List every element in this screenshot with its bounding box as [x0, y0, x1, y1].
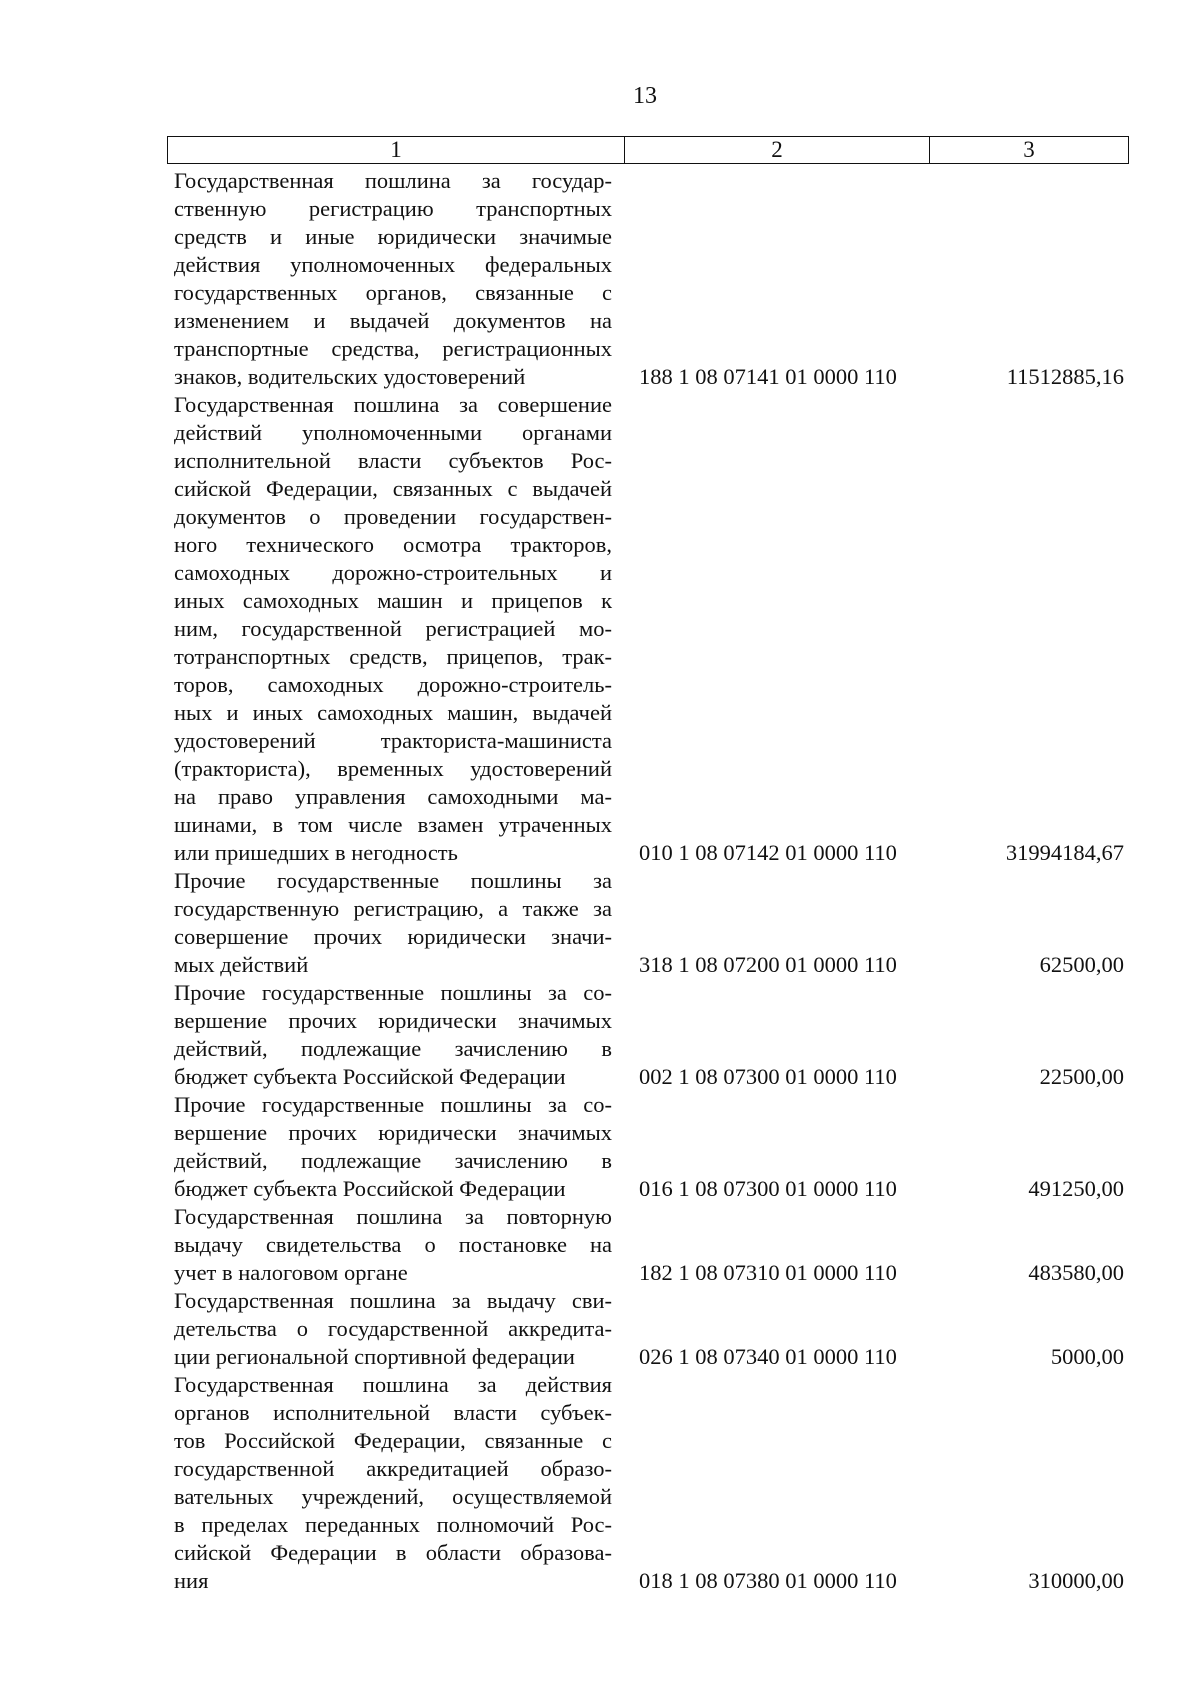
description-line: ственную регистрацию транспортных [174, 196, 612, 221]
description-line: самоходных дорожно-строительных и [174, 560, 612, 585]
row-code: 016 1 08 07300 01 0000 110 [639, 1176, 897, 1201]
row-amount: 483580,00 [1028, 1260, 1124, 1285]
description-line: действий уполномоченными органами [174, 420, 612, 445]
description-line: тов Российской Федерации, связанные с [174, 1428, 612, 1453]
description-line: торов, самоходных дорожно-строитель- [174, 672, 612, 697]
row-amount: 22500,00 [1039, 1064, 1124, 1089]
description-line: или пришедших в негодность [174, 840, 458, 865]
row-description [174, 1203, 612, 1287]
row-code: 002 1 08 07300 01 0000 110 [639, 1064, 897, 1089]
row-code: 188 1 08 07141 01 0000 110 [639, 364, 897, 389]
description-line: (тракториста), временных удостоверений [174, 756, 612, 781]
description-line: иных самоходных машин и прицепов к [174, 588, 612, 613]
description-line: исполнительной власти субъектов Рос- [174, 448, 612, 473]
description-line: бюджет субъекта Российской Федерации [174, 1176, 566, 1201]
description-line: Государственная пошлина за действия [174, 1372, 612, 1397]
description-line: государственную регистрацию, а также за [174, 896, 612, 921]
description-line: учет в налоговом органе [174, 1260, 408, 1285]
description-line: знаков, водительских удостоверений [174, 364, 526, 389]
description-line: действий, подлежащие зачислению в [174, 1036, 612, 1061]
row-amount: 31994184,67 [1005, 840, 1124, 865]
description-line: средств и иные юридически значимые [174, 224, 612, 249]
table-row [174, 167, 1134, 391]
description-line: Прочие государственные пошлины за со- [174, 980, 612, 1005]
row-code: 018 1 08 07380 01 0000 110 [639, 1568, 897, 1593]
description-line: тотранспортных средств, прицепов, трак- [174, 644, 612, 669]
description-line: ных и иных самоходных машин, выдачей [174, 700, 612, 725]
table-body [174, 167, 1134, 1595]
description-line: мых действий [174, 952, 309, 977]
description-line: транспортные средства, регистрационных [174, 336, 612, 361]
row-amount: 11512885,16 [1006, 364, 1124, 389]
description-line: ции региональной спортивной федерации [174, 1344, 575, 1369]
description-line: Государственная пошлина за совершение [174, 392, 612, 417]
table-row [174, 1203, 1134, 1287]
description-line: Прочие государственные пошлины за [174, 868, 612, 893]
description-line: Государственная пошлина за повторную [174, 1204, 612, 1229]
description-line: документов о проведении государствен- [174, 504, 612, 529]
row-code: 182 1 08 07310 01 0000 110 [639, 1260, 897, 1285]
table-header [167, 136, 1129, 164]
description-line: Государственная пошлина за государ- [174, 168, 612, 193]
header-col-1: 1 [168, 137, 625, 163]
table-row [174, 867, 1134, 979]
row-code: 318 1 08 07200 01 0000 110 [639, 952, 897, 977]
header-col-2: 2 [625, 137, 930, 163]
description-line: действия уполномоченных федеральных [174, 252, 612, 277]
description-line: государственных органов, связанные с [174, 280, 612, 305]
row-code: 026 1 08 07340 01 0000 110 [639, 1344, 897, 1369]
row-code: 010 1 08 07142 01 0000 110 [639, 840, 897, 865]
row-amount: 310000,00 [1028, 1568, 1124, 1593]
table-row [174, 1371, 1134, 1595]
description-line: шинами, в том числе взамен утраченных [174, 812, 612, 837]
description-line: государственной аккредитацией образо- [174, 1456, 612, 1481]
description-line: вательных учреждений, осуществляемой [174, 1484, 612, 1509]
row-description [174, 391, 612, 867]
description-line: ним, государственной регистрацией мо- [174, 616, 612, 641]
description-line: детельства о государственной аккредита- [174, 1316, 612, 1341]
description-line: вершение прочих юридически значимых [174, 1008, 612, 1033]
description-line: ного технического осмотра тракторов, [174, 532, 612, 557]
row-description [174, 867, 612, 979]
row-description [174, 979, 612, 1091]
description-line: удостоверений тракториста-машиниста [174, 728, 612, 753]
description-line: органов исполнительной власти субъек- [174, 1400, 612, 1425]
description-line: сийской Федерации, связанных с выдачей [174, 476, 612, 501]
row-description [174, 1371, 612, 1595]
row-description [174, 167, 612, 391]
description-line: изменением и выдачей документов на [174, 308, 612, 333]
row-description [174, 1091, 612, 1203]
description-line: вершение прочих юридически значимых [174, 1120, 612, 1145]
description-line: действий, подлежащие зачислению в [174, 1148, 612, 1173]
description-line: ния [174, 1568, 209, 1593]
table-row [174, 1091, 1134, 1203]
description-line: выдачу свидетельства о постановке на [174, 1232, 612, 1257]
description-line: Государственная пошлина за выдачу сви- [174, 1288, 612, 1313]
header-col-3: 3 [1023, 137, 1035, 162]
description-line: в пределах переданных полномочий Рос- [174, 1512, 612, 1537]
description-line: сийской Федерации в области образова- [174, 1540, 612, 1565]
description-line: бюджет субъекта Российской Федерации [174, 1064, 566, 1089]
description-line: совершение прочих юридически значи- [174, 924, 612, 949]
row-description [174, 1287, 612, 1371]
page-number: 13 [633, 83, 657, 109]
row-amount: 491250,00 [1028, 1176, 1124, 1201]
table-row [174, 391, 1134, 867]
table-row [174, 979, 1134, 1091]
row-amount: 62500,00 [1039, 952, 1124, 977]
row-amount: 5000,00 [1050, 1344, 1124, 1369]
description-line: на право управления самоходными ма- [174, 784, 612, 809]
description-line: Прочие государственные пошлины за со- [174, 1092, 612, 1117]
table-row [174, 1287, 1134, 1371]
